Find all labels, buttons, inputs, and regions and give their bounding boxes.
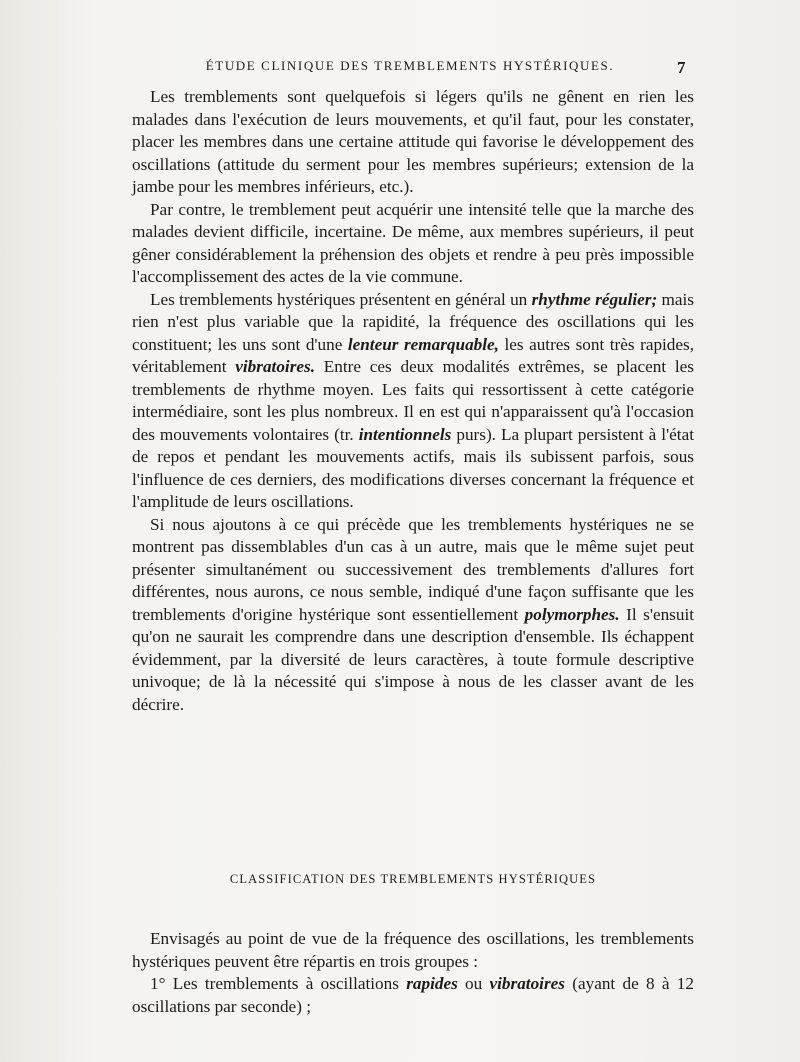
running-head: ÉTUDE CLINIQUE DES TREMBLEMENTS HYSTÉRIQUES. bbox=[205, 58, 615, 73]
text-run: Il s'ensuit qu'on ne saurait les comprendre dans une description d'ensemble. Ils échappent évidemment, par la diversité de leurs caractères, à toute formule descriptive univoque; de là la nécessité qui s'impose à nous de les classer avant de les décrire. bbox=[132, 604, 695, 714]
emphasis: intentionnels bbox=[358, 424, 452, 444]
paragraph-4 bbox=[132, 514, 694, 717]
paragraph-1: Les tremblements sont quelquefois si légers qu'ils ne gênent en rien les malades dans l'exécution de leurs mouvements, et qu'il faut, pour les constater, placer les membres dans une certaine attitude qui favorise le développement des oscillations (attitude du serment pour les membres supérieurs; extension de la jambe pour les membres inférieurs, etc.). bbox=[132, 87, 694, 196]
text-run: Si nous ajoutons à ce qui précède que les tremblements hystériques ne se montrent pas dissemblables d'un cas à un autre, mais que le même sujet peut présenter simultanément ou successivement des tremblements d'allures fort différentes, nous aurons, ce nous semble, indiqué d'une façon suffisante que les tremblements d'origine hystérique sont essentiellement bbox=[132, 514, 694, 624]
emphasis: vibratoires bbox=[489, 974, 565, 993]
emphasis: vibratoires. bbox=[235, 357, 315, 376]
emphasis: lenteur remarquable, bbox=[347, 334, 499, 354]
paragraph-2: Par contre, le tremblement peut acquérir une intensité telle que la marche des malades devient difficile, incertaine. De même, aux membres supérieurs, il peut gêner considérablement la préhension des objets et rendre à peu près impossible l'accomplissement des actes de la vie commune. bbox=[132, 199, 694, 286]
paragraph-6 bbox=[132, 973, 694, 1018]
body-text bbox=[132, 86, 694, 716]
section-heading: CLASSIFICATION DES TREMBLEMENTS HYSTÉRIQUES bbox=[229, 872, 597, 886]
text-run: ou bbox=[457, 974, 490, 993]
text-run: mais rien n'est plus variable que la rapidité, la fréquence des oscillations qui les constituent; les uns sont d'une bbox=[132, 289, 694, 354]
paragraph-5: Envisagés au point de vue de la fréquence des oscillations, les tremblements hystériques peuvent être répartis en trois groupes : bbox=[132, 929, 694, 971]
text-run: purs). La plupart persistent à l'état de repos et pendant les mouvements actifs, mais ils subissent parfois, sous l'influence de ces derniers, des modifications diverses concernant la fréquence et l'amplitude de leurs oscillations. bbox=[132, 424, 694, 511]
emphasis: rapides bbox=[406, 974, 458, 993]
emphasis: rhythme régulier; bbox=[531, 289, 658, 309]
text-run: Les tremblements hystériques présentent en général un bbox=[150, 289, 532, 309]
emphasis: polymorphes. bbox=[524, 604, 620, 624]
text-run: 1° Les tremblements à oscillations bbox=[150, 974, 407, 993]
text-run: les autres sont très rapides, véritablement bbox=[132, 334, 695, 376]
page-number: 7 bbox=[677, 58, 686, 77]
text-run: Entre ces deux modalités extrêmes, se placent les tremblements de rhythme moyen. Les faits qui ressortissent à cette catégorie intermédiaire, sont les plus nombreux. Il en est qui n'apparaissent qu'à l'occasion des mouvements volontaires (tr. bbox=[132, 357, 694, 444]
paragraph-3 bbox=[132, 289, 694, 514]
text-run: (ayant de 8 à 12 oscillations par seconde) ; bbox=[132, 974, 694, 1016]
section-body bbox=[132, 928, 694, 1018]
